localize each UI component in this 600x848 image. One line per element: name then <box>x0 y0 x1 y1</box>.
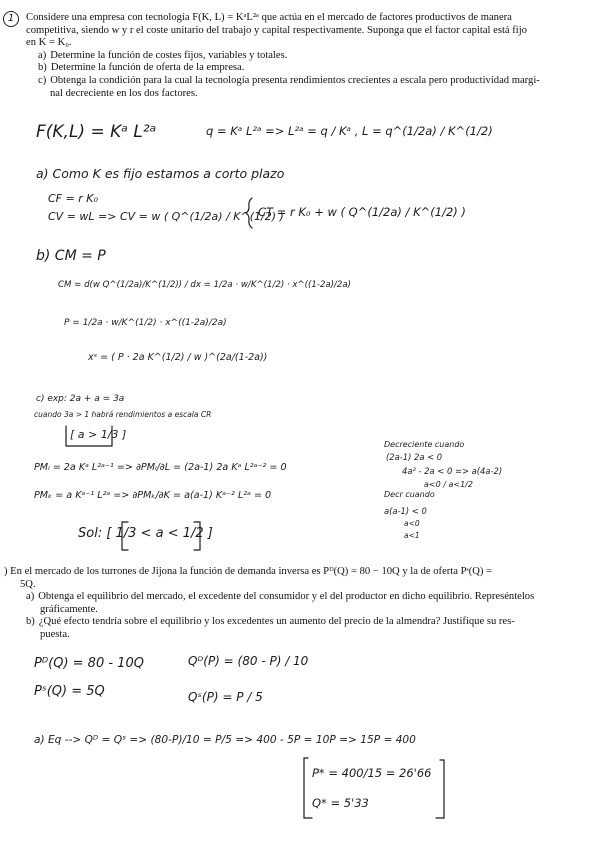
hw-brace-total-cost <box>246 198 252 228</box>
problem2-item-a-cont: gráficamente. <box>40 603 98 615</box>
hw-pml-note-2: (2a-1) 2a < 0 <box>386 452 443 462</box>
hw-equilibrium-quantity: Q* = 5'33 <box>312 796 369 810</box>
hw-box-equilibrium <box>304 758 444 818</box>
problem1-item-b: b) Determine la función de oferta de la empresa. <box>38 62 245 74</box>
problem1-line-3: en K = K₀. <box>26 37 72 49</box>
problem1-item-c-cont: nal decreciente en los dos factores. <box>50 87 198 99</box>
problem2-item-b: b) ¿Qué efecto tendría sobre el equilibrio y los excedentes un aumento del precio de la almendra? Justifique su res- <box>26 616 515 628</box>
hw-part-c-condition: [ a > 1/3 ] <box>70 428 127 441</box>
hw-variable-cost: CV = wL => CV = w ( Q^(1/2a) / K^(1/2) ) <box>48 210 284 223</box>
hw-marginal-cost: CM = d(w Q^(1/2a)/K^(1/2)) / dx = 1/2a · w/K^(1/2) · x^((1-2a)/2a) <box>58 280 352 290</box>
hw-marginal-product-capital: PMₖ = a Kᵃ⁻¹ L²ᵃ => ∂PMₖ/∂K = a(a-1) Kᵃ⁻² L²ᵃ = 0 <box>34 490 272 501</box>
hw-fixed-cost: CF = r K₀ <box>48 192 98 205</box>
hw-solution: Sol: [ 1/3 < a < 1/2 ] <box>78 526 213 541</box>
hw-inverse-demand: Pᴰ(Q) = 80 - 10Q <box>34 656 144 671</box>
hw-pml-note-1: Decreciente cuando <box>384 440 465 449</box>
hw-box-condition <box>66 426 112 446</box>
hw-pmk-note-2: a(a-1) < 0 <box>384 506 427 516</box>
hw-production-function: F(K,L) = Kᵃ L²ᵃ <box>36 122 157 142</box>
problem1-item-a: a) Determine la función de costes fijos, variables y totales. <box>38 49 288 61</box>
hw-demand: Qᴰ(P) = (80 - P) / 10 <box>188 654 309 668</box>
hw-supply: Qˢ(P) = P / 5 <box>188 690 263 704</box>
problem1-line-1: Considere una empresa con tecnología F(K, L) = KᵃL²ᵃ que actúa en el mercado de factores productivos de manera <box>26 12 512 23</box>
hw-part-c-note: cuando 3a > 1 habrá rendimientos a escala CR <box>34 410 212 419</box>
hw-equilibrium: a) Eq --> Qᴰ = Qˢ => (80-P)/10 = P/5 => 400 - 5P = 10P => 15P = 400 <box>34 734 416 746</box>
hw-pml-note-3: 4a² - 2a < 0 => a(4a-2) <box>402 466 503 476</box>
hw-inverse-supply: Pˢ(Q) = 5Q <box>34 684 105 699</box>
hw-pmk-note-3: a<0 <box>404 519 420 528</box>
problem2-item-a: a) Obtenga el equilibrio del mercado, el excedente del consumidor y el del productor en dicho equilibrio. Represéntelos <box>26 591 535 603</box>
problem2-line-2: 5Q. <box>20 578 36 590</box>
hw-part-a-heading: a) Como K es fijo estamos a corto plazo <box>36 166 285 181</box>
problem1-line-2: competitiva, siendo w y r el coste unitario del trabajo y capital respectivamente. Suponga que el factor capital está fijo <box>26 24 527 36</box>
hw-pmk-note-4: a<1 <box>404 531 420 540</box>
hw-marginal-product-labor: PMₗ = 2a Kᵃ L²ᵃ⁻¹ => ∂PMₗ/∂L = (2a-1) 2a Kᵃ L²ᵃ⁻² = 0 <box>34 462 287 473</box>
problem2-line-1: ) En el mercado de los turrones de Jijona la función de demanda inversa es Pᴰ(Q) = 80 − 10Q y la de oferta Pˢ(Q) = <box>4 566 493 577</box>
problem1-item-c: c) Obtenga la condición para la cual la tecnología presenta rendimientos crecientes a escala pero productividad margi- <box>38 74 540 86</box>
hw-price-equation: P = 1/2a · w/K^(1/2) · x^((1-2a)/2a) <box>64 318 227 328</box>
hw-pml-note-4: a<0 / a<1/2 <box>424 480 473 489</box>
hw-q-expression: q = Kᵃ L²ᵃ => L²ᵃ = q / Kᵃ , L = q^(1/2a) / K^(1/2) <box>206 124 493 138</box>
hw-supply-function: xˢ = ( P · 2a K^(1/2) / w )^(2a/(1-2a)) <box>88 352 268 363</box>
hw-equilibrium-price: P* = 400/15 = 26'66 <box>312 766 432 780</box>
problem-number-badge: 1 <box>3 11 19 27</box>
hw-pmk-note-1: Decr cuando <box>384 490 435 499</box>
hw-part-c-heading: c) exp: 2a + a = 3a <box>36 394 125 404</box>
problem2-item-b-cont: puesta. <box>40 628 70 640</box>
hw-total-cost: CT = r K₀ + w ( Q^(1/2a) / K^(1/2) ) <box>258 205 466 219</box>
hw-box-solution <box>122 522 200 550</box>
hw-part-b-heading: b) CM = P <box>36 248 106 264</box>
